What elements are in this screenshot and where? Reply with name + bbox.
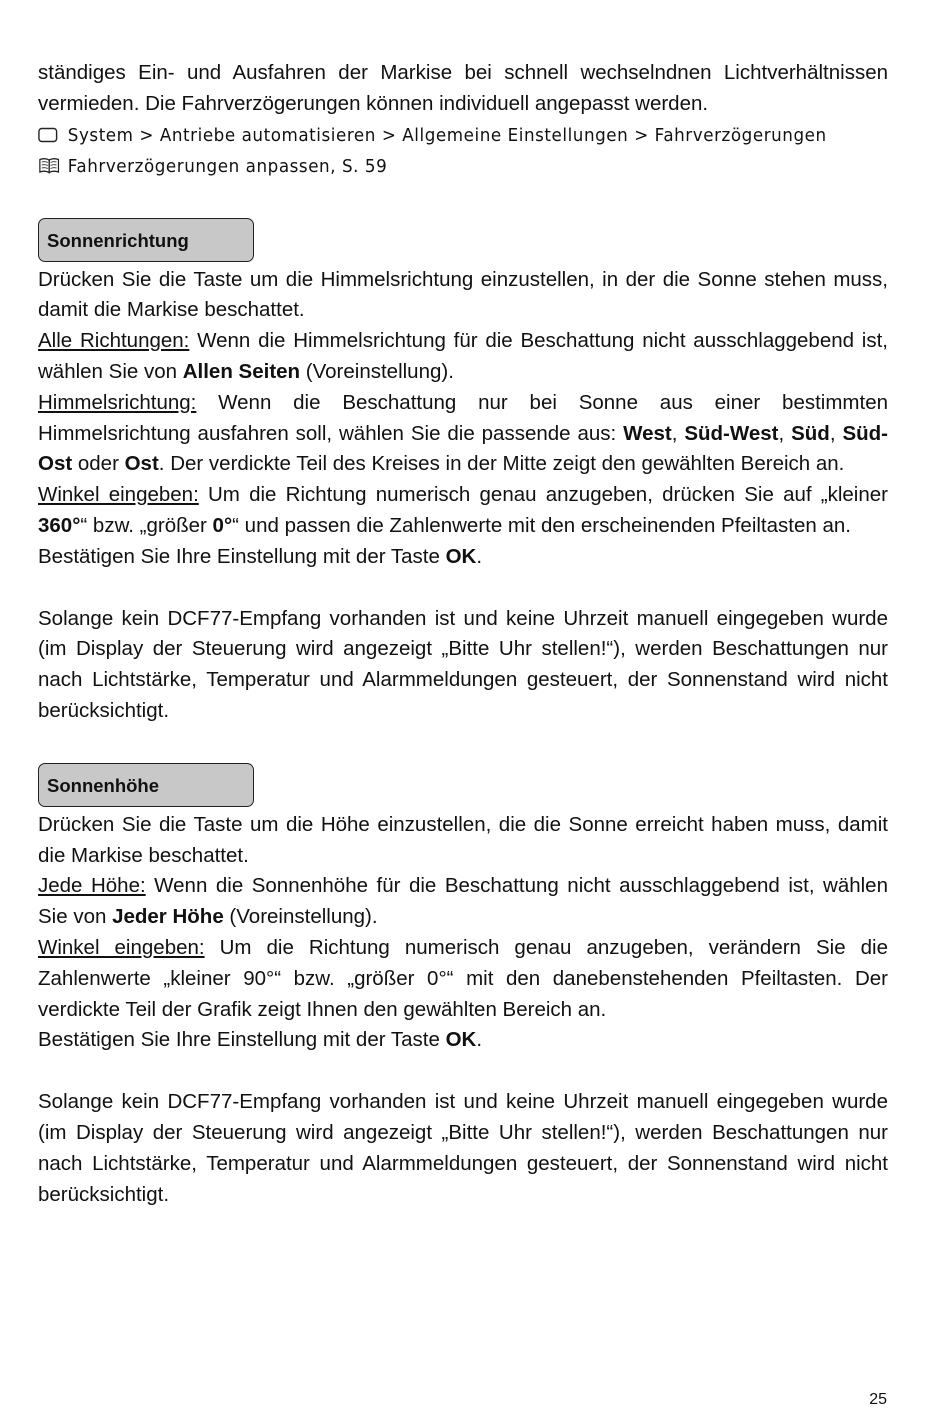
menu-path: [38, 120, 829, 151]
sonnenrichtung-intro: Drücken Sie die Taste um die Himmelsrichtung einzustellen, in der die Sonne stehen muss, damit die Markise beschattet.: [38, 267, 888, 322]
section-heading-sonnenhoehe: Sonnenhöhe: [38, 763, 254, 807]
winkel-eingeben-label-2: Winkel eingeben:: [38, 935, 205, 959]
himmelsrichtung-paragraph: Himmelsrichtung: Wenn die Beschattung nur bei Sonne aus einer bestimmten Himmelsrichtung ausfahren soll, wählen Sie die passende aus: West, Süd-West, Süd, Süd-Ost oder Ost. Der verdickte Teil des Kreises in der Mitte zeigt den gewählten Bereich an.: [38, 390, 888, 476]
alle-richtungen-paragraph: Alle Richtungen: Wenn die Himmelsrichtung für die Beschattung nicht ausschlaggebend ist, wählen Sie von Allen Seiten (Voreinstellung).: [38, 329, 888, 383]
intro-paragraph: ständiges Ein- und Ausfahren der Markise bei schnell wechselndnen Lichtverhältnissen vermieden. Die Fahrverzögerungen können individuell angepasst werden.: [38, 61, 888, 115]
book-icon: [38, 157, 60, 175]
book-reference-text: Fahrverzögerungen anpassen, S. 59: [67, 155, 388, 177]
page-number: 25: [869, 1391, 887, 1408]
jede-hoehe-paragraph: Jede Höhe: Wenn die Sonnenhöhe für die Beschattung nicht ausschlaggebend ist, wählen Sie von Jeder Höhe (Voreinstellung).: [38, 874, 888, 929]
jede-hoehe-label: Jede Höhe:: [38, 874, 146, 898]
winkel-eingeben-label: Winkel eingeben:: [38, 483, 199, 507]
section-heading-sonnenrichtung: Sonnenrichtung: [38, 218, 254, 262]
ok-key: OK: [445, 544, 477, 568]
document-page: [38, 58, 888, 1210]
option-sued-west: Süd-West: [684, 421, 779, 445]
menu-path-text: System > Antriebe automatisieren > Allgemeine Einstellungen > Fahrverzögerungen: [67, 124, 827, 146]
value-0: 0°: [212, 513, 233, 537]
ok-key-2: OK: [445, 1028, 477, 1052]
bestaetigen-paragraph: Bestätigen Sie Ihre Einstellung mit der Taste OK.: [38, 544, 483, 568]
sonnenhoehe-intro: Drücken Sie die Taste um die Höhe einzustellen, die die Sonne erreicht haben muss, damit die Markise beschattet.: [38, 812, 888, 867]
option-sued-ost: Süd-Ost: [38, 421, 888, 476]
dcf77-note: Solange kein DCF77-Empfang vorhanden ist und keine Uhrzeit manuell eingegeben wurde (im Display der Steuerung wird angezeigt „Bitte Uhr stellen!“), werden Beschattungen nur nach Lichtstärke, Temperatur und Alarmmeldungen gesteuert, der Sonnenstand wird nicht berücksichtigt.: [38, 606, 888, 722]
screen-icon: [38, 127, 60, 143]
winkel-eingeben-paragraph: Winkel eingeben: Um die Richtung numerisch genau anzugeben, drücken Sie auf „kleiner 360°“ bzw. „größer 0°“ und passen die Zahlenwerte mit den erscheinenden Pfeiltasten an.: [38, 483, 888, 537]
option-ost: Ost: [124, 452, 159, 476]
book-reference: [38, 151, 829, 182]
dcf77-note-2: Solange kein DCF77-Empfang vorhanden ist und keine Uhrzeit manuell eingegeben wurde (im Display der Steuerung wird angezeigt „Bitte Uhr stellen!“), werden Beschattungen nur nach Lichtstärke, Temperatur und Alarmmeldungen gesteuert, der Sonnenstand wird nicht berücksichtigt.: [38, 1090, 888, 1206]
value-360: 360°: [38, 513, 81, 537]
allen-seiten-option: Allen Seiten: [182, 359, 301, 383]
option-west: West: [623, 421, 672, 445]
option-sued: Süd: [791, 421, 830, 445]
alle-richtungen-label: Alle Richtungen:: [38, 329, 190, 353]
himmelsrichtung-label: Himmelsrichtung:: [38, 390, 197, 414]
jeder-hoehe-option: Jeder Höhe: [112, 905, 224, 929]
bestaetigen-paragraph-2: Bestätigen Sie Ihre Einstellung mit der Taste OK.: [38, 1028, 483, 1052]
winkel-eingeben-paragraph-2: Winkel eingeben: Um die Richtung numerisch genau anzugeben, verändern Sie die Zahlenwerte „kleiner 90°“ bzw. „größer 0°“ mit den danebenstehenden Pfeiltasten. Der verdickte Teil der Grafik zeigt Ihnen den gewählten Bereich an.: [38, 935, 888, 1021]
